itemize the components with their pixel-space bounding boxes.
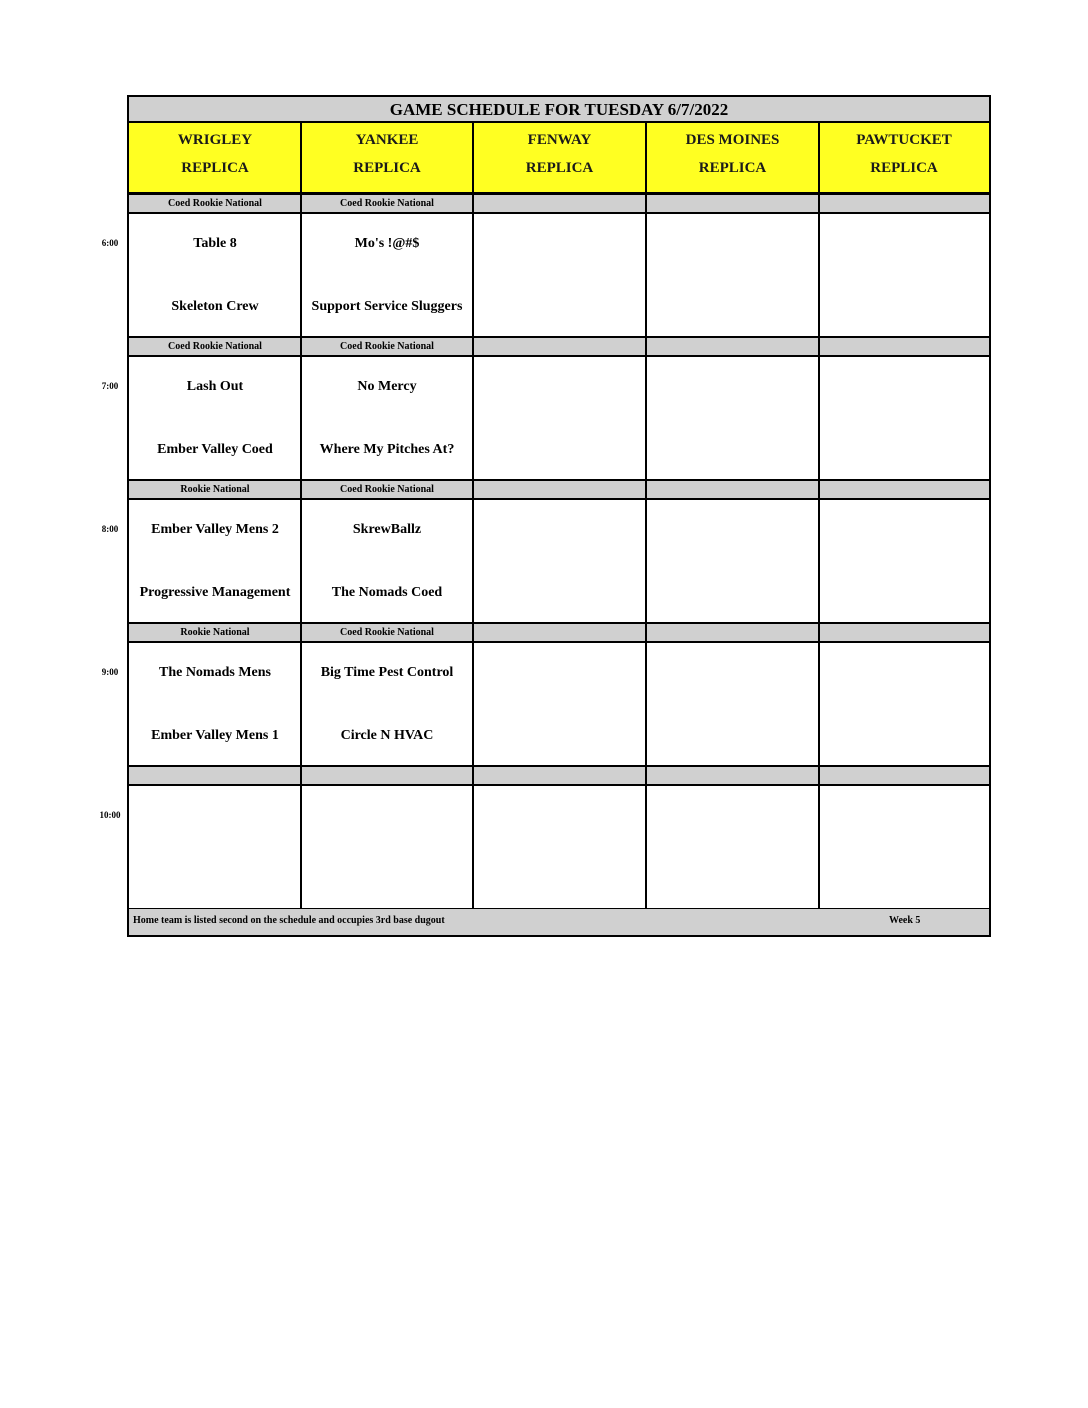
home-team: The Nomads Coed (331, 585, 443, 600)
division-label: Rookie National (129, 481, 301, 500)
field-name: PAWTUCKET (856, 132, 952, 148)
visiting-team: No Mercy (357, 379, 417, 394)
game-cell (646, 500, 819, 624)
time-label: 10:00 (99, 810, 121, 820)
division-label: Rookie National (129, 624, 301, 643)
field-name: DES MOINES (685, 132, 780, 148)
column-divider (300, 123, 302, 909)
home-team: Circle N HVAC (340, 728, 434, 743)
division-label (819, 767, 989, 786)
division-label (473, 767, 646, 786)
division-label (819, 195, 989, 214)
game-cell (646, 357, 819, 481)
game-cell (129, 357, 301, 481)
division-label (819, 624, 989, 643)
division-label: Coed Rookie National (301, 624, 473, 643)
game-cell (473, 500, 646, 624)
division-label: Coed Rookie National (301, 338, 473, 357)
visiting-team: Big Time Pest Control (320, 665, 454, 680)
home-team: Where My Pitches At? (319, 442, 455, 457)
home-team: Ember Valley Mens 1 (151, 728, 279, 743)
column-divider (645, 123, 647, 909)
visiting-team: Table 8 (193, 236, 237, 251)
division-label: Coed Rookie National (301, 481, 473, 500)
time-label: 8:00 (101, 524, 119, 534)
visiting-team: SkrewBallz (352, 522, 422, 537)
division-label (473, 624, 646, 643)
game-cell (301, 214, 473, 338)
field-header (301, 123, 473, 195)
visiting-team: Ember Valley Mens 2 (151, 522, 279, 537)
time-label: 9:00 (101, 667, 119, 677)
division-label (473, 195, 646, 214)
game-cell (473, 643, 646, 767)
game-cell (819, 786, 989, 910)
division-label (819, 481, 989, 500)
field-header (473, 123, 646, 195)
division-label (473, 338, 646, 357)
field-subtitle: REPLICA (525, 160, 594, 176)
division-label: Coed Rookie National (129, 195, 301, 214)
game-cell (646, 786, 819, 910)
home-team: Ember Valley Coed (157, 442, 273, 457)
division-label: Coed Rookie National (129, 338, 301, 357)
game-cell (129, 214, 301, 338)
field-name: YANKEE (355, 132, 419, 148)
schedule-title: GAME SCHEDULE FOR TUESDAY 6/7/2022 (129, 97, 989, 123)
visiting-team: The Nomads Mens (158, 665, 271, 680)
game-cell (129, 500, 301, 624)
division-label (301, 767, 473, 786)
game-cell (473, 214, 646, 338)
field-subtitle: REPLICA (698, 160, 767, 176)
field-name: FENWAY (527, 132, 592, 148)
division-label (646, 195, 819, 214)
field-subtitle: REPLICA (181, 160, 249, 176)
schedule-sheet (127, 95, 991, 937)
game-cell (473, 357, 646, 481)
footer-bar (129, 909, 989, 935)
home-team: Support Service Sluggers (311, 299, 463, 314)
game-cell (819, 643, 989, 767)
division-label (646, 481, 819, 500)
home-team-note: Home team is listed second on the schedule and occupies 3rd base dugout (133, 915, 445, 926)
game-cell (646, 214, 819, 338)
time-label: 6:00 (101, 238, 119, 248)
division-label (819, 338, 989, 357)
week-label: Week 5 (889, 915, 921, 926)
division-label (646, 338, 819, 357)
game-cell (301, 500, 473, 624)
visiting-team: Lash Out (186, 379, 244, 394)
time-label: 7:00 (101, 381, 119, 391)
division-label (646, 624, 819, 643)
column-divider (818, 123, 820, 909)
field-subtitle: REPLICA (353, 160, 421, 176)
field-header (129, 123, 301, 195)
field-header (646, 123, 819, 195)
home-team: Skeleton Crew (171, 299, 259, 314)
division-label (129, 767, 301, 786)
division-label (473, 481, 646, 500)
division-label: Coed Rookie National (301, 195, 473, 214)
game-cell (129, 643, 301, 767)
game-cell (646, 643, 819, 767)
visiting-team: Mo's !@#$ (354, 236, 420, 251)
field-subtitle: REPLICA (870, 160, 938, 176)
column-divider (472, 123, 474, 909)
field-name: WRIGLEY (177, 132, 253, 148)
game-cell (819, 500, 989, 624)
game-cell (301, 643, 473, 767)
division-label (646, 767, 819, 786)
game-cell (301, 786, 473, 910)
game-cell (301, 357, 473, 481)
field-header (819, 123, 989, 195)
game-cell (819, 214, 989, 338)
home-team: Progressive Management (139, 585, 291, 600)
game-cell (819, 357, 989, 481)
game-cell (129, 786, 301, 910)
game-cell (473, 786, 646, 910)
